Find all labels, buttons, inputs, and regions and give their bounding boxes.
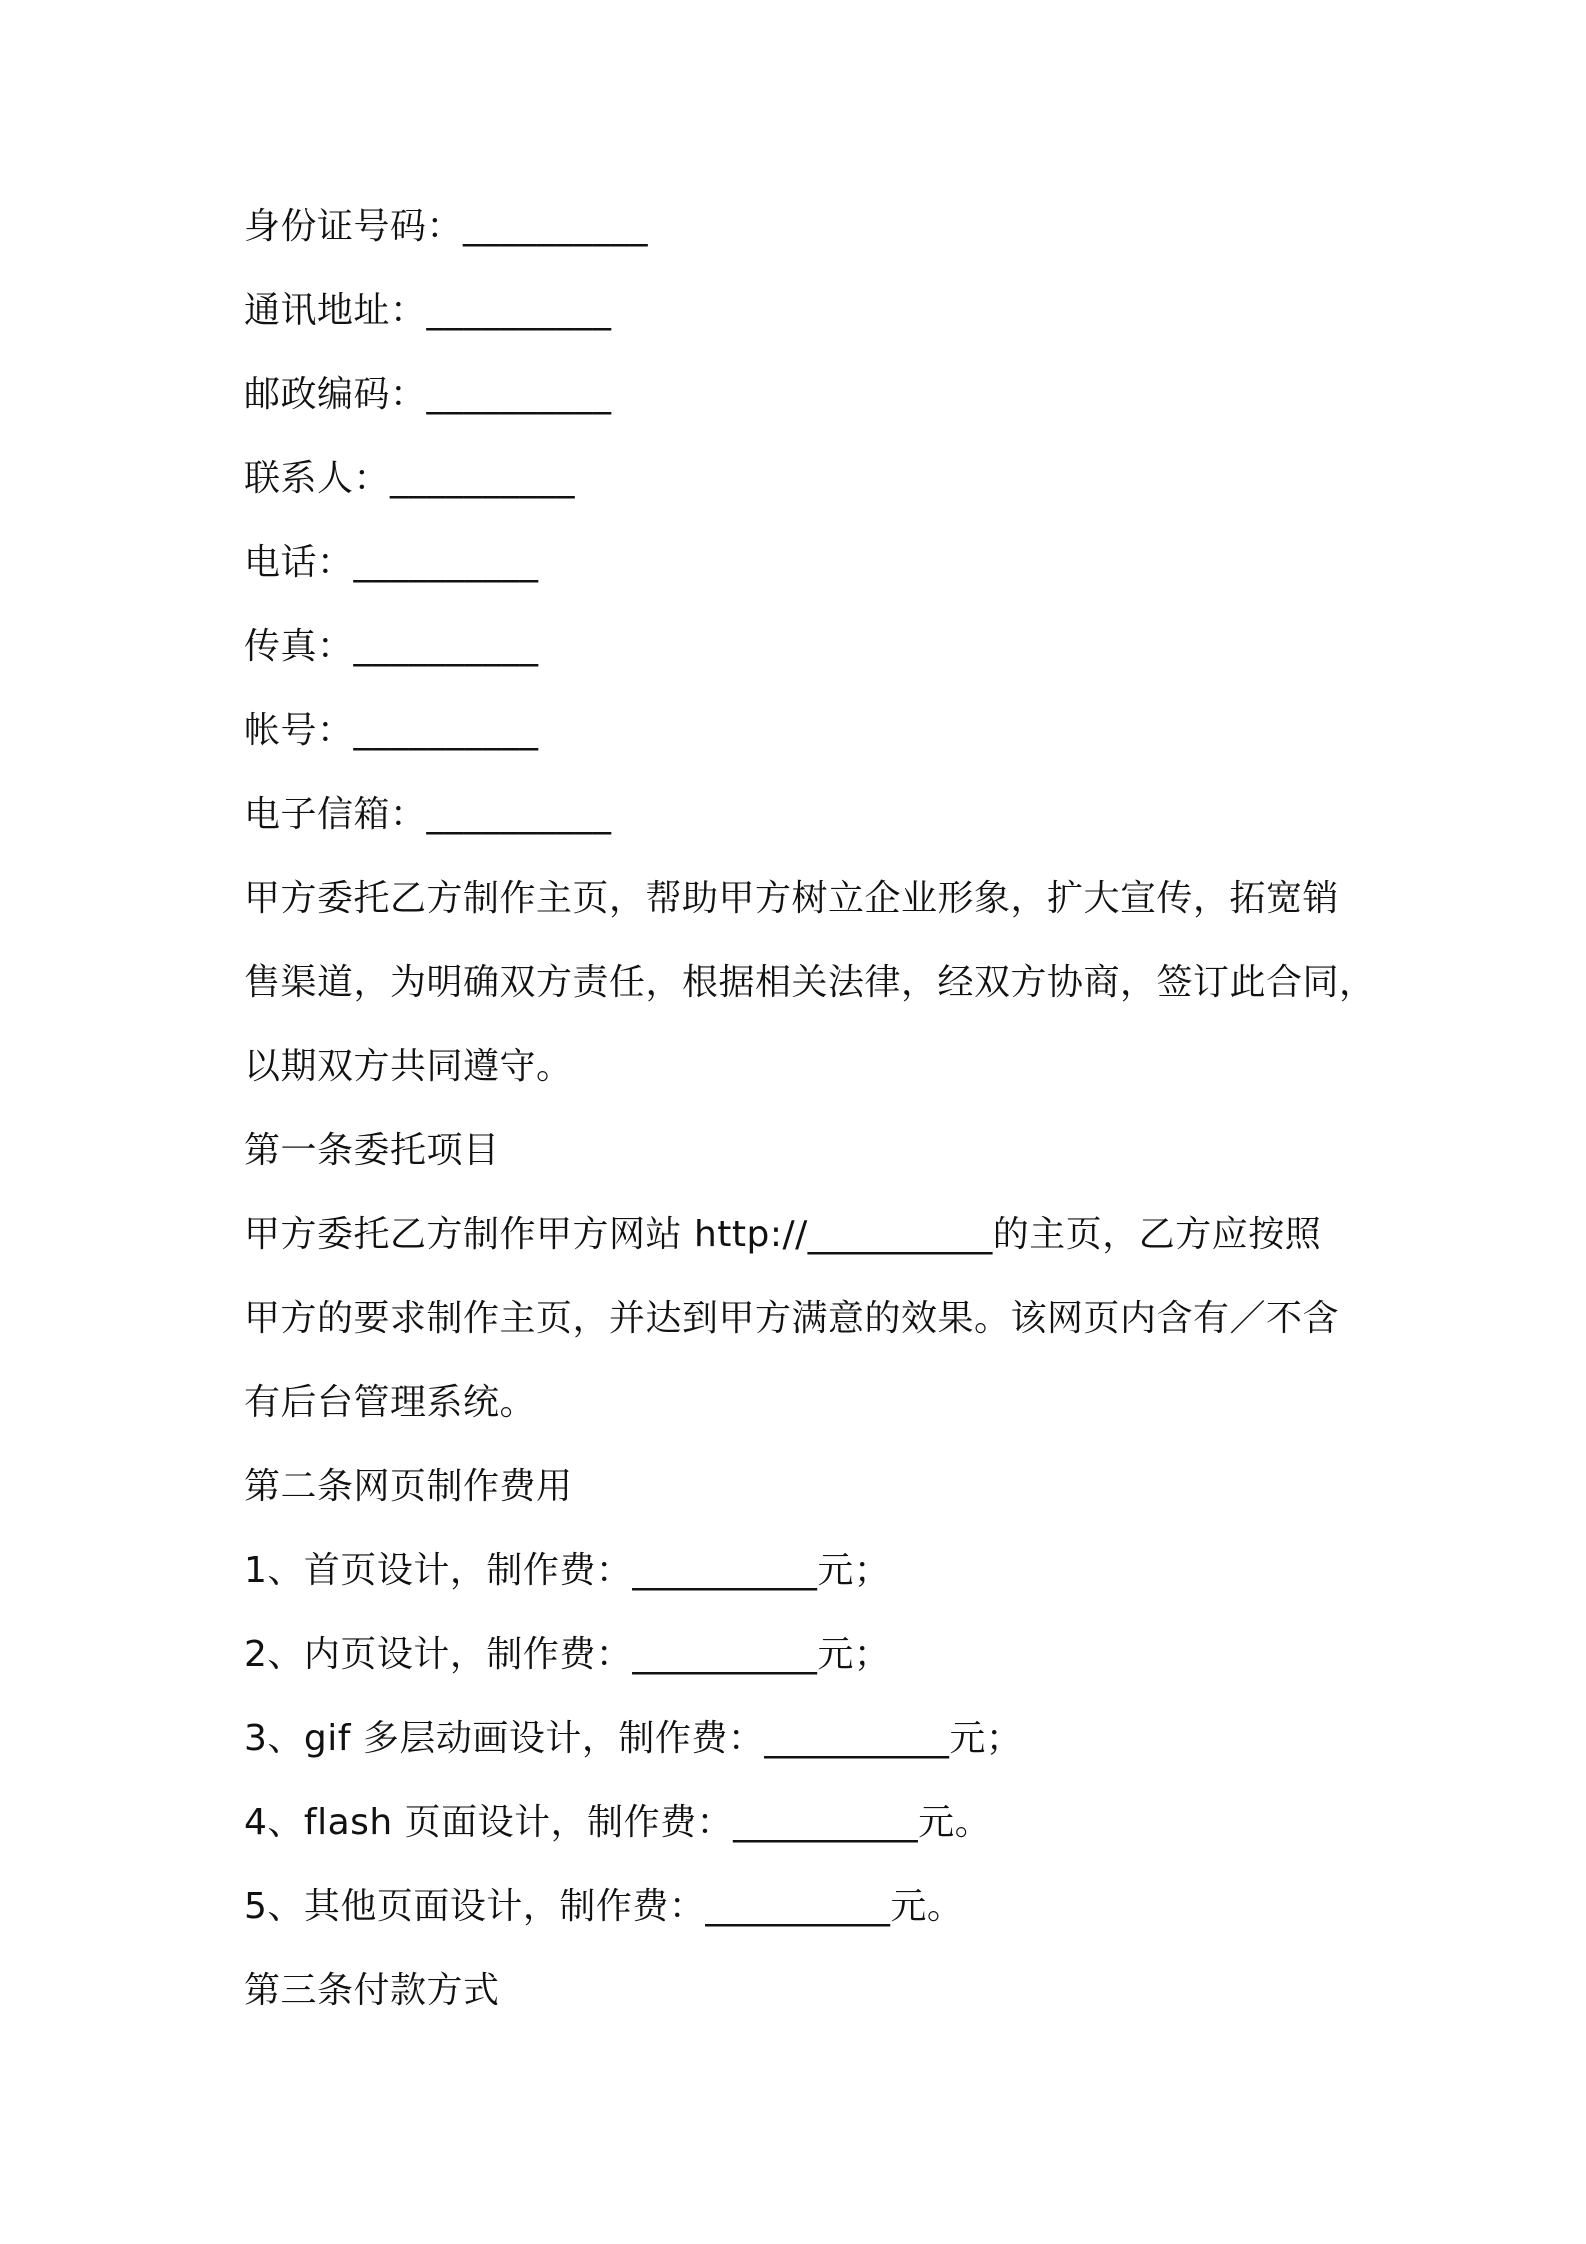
field-postal-code bbox=[244, 371, 612, 419]
field-id-number bbox=[244, 203, 648, 251]
field-label: 传真： bbox=[244, 626, 354, 667]
field-label: 通讯地址： bbox=[244, 290, 427, 331]
field-blank: __________ bbox=[426, 290, 612, 331]
article1-line: 有后台管理系统。 bbox=[244, 1382, 537, 1423]
field-label: 电话： bbox=[244, 542, 354, 583]
field-phone bbox=[244, 539, 539, 587]
field-blank: __________ bbox=[426, 794, 612, 835]
field-label: 电子信箱： bbox=[244, 794, 427, 835]
field-fax bbox=[244, 623, 539, 671]
intro-line: 售渠道，为明确双方责任，根据相关法律，经双方协商，签订此合同， bbox=[244, 962, 1376, 1003]
field-address bbox=[244, 287, 612, 335]
fee-item: 1、首页设计，制作费：__________元； bbox=[244, 1550, 891, 1591]
field-email bbox=[244, 791, 612, 839]
field-blank: __________ bbox=[463, 206, 649, 247]
field-blank: __________ bbox=[426, 374, 612, 415]
fee-item: 5、其他页面设计，制作费：__________元。 bbox=[244, 1886, 964, 1927]
field-contact bbox=[244, 455, 575, 503]
field-blank: __________ bbox=[353, 626, 539, 667]
intro-line: 以期双方共同遵守。 bbox=[244, 1046, 573, 1087]
fee-item: 4、flash 页面设计，制作费：__________元。 bbox=[244, 1802, 992, 1843]
intro-line: 甲方委托乙方制作主页，帮助甲方树立企业形象，扩大宣传，拓宽销 bbox=[244, 878, 1340, 919]
fee-item: 2、内页设计，制作费：__________元； bbox=[244, 1634, 891, 1675]
field-blank: __________ bbox=[353, 710, 539, 751]
article1-line: 甲方委托乙方制作甲方网站 http://__________的主页，乙方应按照 bbox=[244, 1214, 1322, 1255]
field-blank: __________ bbox=[353, 542, 539, 583]
field-label: 邮政编码： bbox=[244, 374, 427, 415]
article1-line: 甲方的要求制作主页，并达到甲方满意的效果。该网页内含有／不含 bbox=[244, 1298, 1340, 1339]
article2-title: 第二条网页制作费用 bbox=[244, 1466, 573, 1507]
field-label: 帐号： bbox=[244, 710, 354, 751]
article1-title: 第一条委托项目 bbox=[244, 1130, 500, 1171]
fee-item: 3、gif 多层动画设计，制作费：__________元； bbox=[244, 1718, 1023, 1759]
field-account bbox=[244, 707, 539, 755]
field-label: 联系人： bbox=[244, 458, 391, 499]
field-blank: __________ bbox=[390, 458, 576, 499]
article3-title: 第三条付款方式 bbox=[244, 1970, 500, 2011]
field-label: 身份证号码： bbox=[244, 206, 464, 247]
